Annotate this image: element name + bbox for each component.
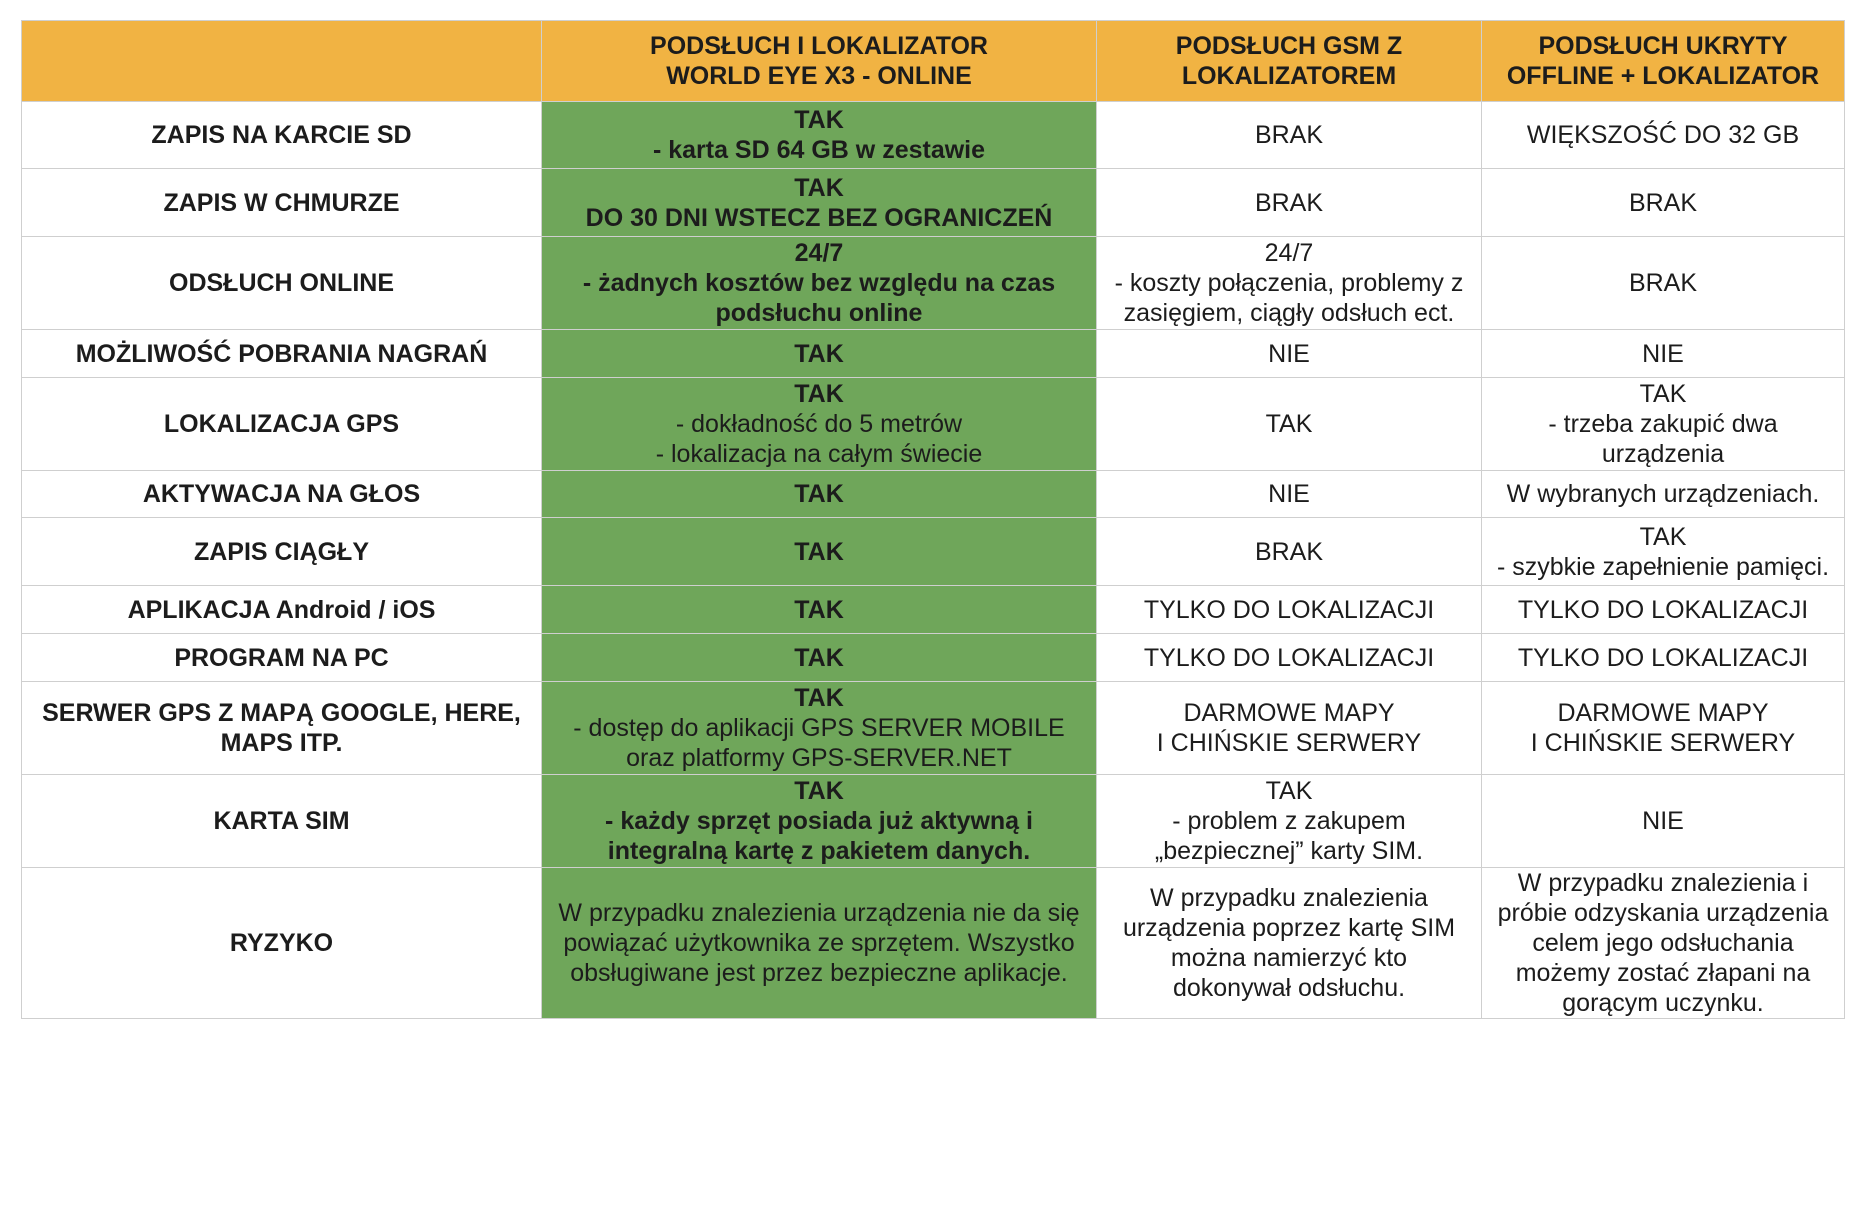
world-eye-x3-cell [542,471,1097,518]
cell-line: PROGRAM NA PC [174,643,389,672]
cell-line: - każdy sprzęt posiada już aktywną i [605,807,1033,835]
header-offline-locator [1482,21,1845,102]
gsm-locator-cell [1097,330,1482,378]
cell-line: „bezpiecznej” karty SIM. [1154,837,1424,865]
feature-label [22,330,542,378]
cell-line: TAK [794,380,844,408]
cell-line: MAPS ITP. [220,729,343,757]
world-eye-x3-cell [542,102,1097,169]
feature-label [22,868,542,1019]
cell-line: OFFLINE + LOKALIZATOR [1506,62,1820,90]
cell-line: TAK [794,173,844,202]
cell-line: TAK [794,480,844,508]
offline-locator-cell [1482,330,1845,378]
gsm-locator-cell [1097,634,1482,682]
cell-line: MOŻLIWOŚĆ POBRANIA NAGRAŃ [75,339,488,368]
cell-line: RYZYKO [229,929,334,957]
world-eye-x3-cell [542,586,1097,634]
cell-line: TAK [794,537,844,566]
cell-line: TAK [794,777,844,805]
cell-line: W przypadku znalezienia i [1517,869,1809,897]
cell-line: ZAPIS NA KARCIE SD [151,121,412,149]
cell-line: BRAK [1628,269,1698,297]
cell-line: SERWER GPS Z MAPĄ GOOGLE, HERE, [42,699,521,727]
offline-locator-cell [1482,102,1845,169]
offline-locator-cell [1482,378,1845,471]
header-row [22,21,1845,102]
offline-locator-cell [1482,237,1845,330]
offline-locator-cell [1482,868,1845,1019]
cell-line: DARMOWE MAPY [1557,699,1769,727]
offline-locator-cell [1482,518,1845,586]
feature-label [22,682,542,775]
cell-line: TYLKO DO LOKALIZACJI [1143,643,1435,672]
cell-line: DARMOWE MAPY [1183,699,1395,727]
cell-line: NIE [1642,807,1684,835]
header-world-eye-x3 [542,21,1097,102]
cell-line: LOKALIZATOREM [1181,62,1397,90]
cell-line: NIE [1642,339,1684,368]
table-row [22,518,1845,586]
cell-line: można namierzyć kto [1170,944,1408,972]
cell-line: - lokalizacja na całym świecie [655,440,983,468]
offline-locator-cell [1482,634,1845,682]
gsm-locator-cell [1097,868,1482,1019]
cell-line: - karta SD 64 GB w zestawie [652,136,986,164]
header-empty-cell [22,21,542,102]
cell-line: W przypadku znalezienia urządzenia nie da się [558,899,1080,927]
offline-locator-cell [1482,586,1845,634]
cell-line: NIE [1268,339,1310,368]
cell-line: KARTA SIM [213,807,350,835]
cell-line: BRAK [1628,188,1698,217]
cell-line: WORLD EYE X3 - ONLINE [666,62,972,90]
cell-line: TAK [794,643,844,672]
cell-line: - żadnych kosztów bez względu na czas [582,269,1056,297]
cell-line: TYLKO DO LOKALIZACJI [1143,595,1435,624]
cell-line: TYLKO DO LOKALIZACJI [1517,595,1809,624]
cell-line: WIĘKSZOŚĆ DO 32 GB [1526,121,1800,149]
cell-line: podsłuchu online [715,299,923,327]
cell-line: TAK [794,339,844,368]
gsm-locator-cell [1097,378,1482,471]
cell-line: - dostęp do aplikacji GPS SERVER MOBILE [573,714,1065,742]
cell-line: zasięgiem, ciągły odsłuch ect. [1123,299,1455,327]
table-row [22,378,1845,471]
table-row [22,634,1845,682]
header-gsm-locator [1097,21,1482,102]
cell-line: ZAPIS W CHMURZE [163,188,400,217]
feature-label [22,102,542,169]
feature-label [22,586,542,634]
cell-line: BRAK [1254,121,1324,149]
cell-line: - trzeba zakupić dwa [1548,410,1778,438]
cell-line: urządzenia poprzez kartę SIM [1122,914,1456,942]
cell-line: PODSŁUCH UKRYTY [1538,32,1788,60]
cell-line: W wybranych urządzeniach. [1506,480,1820,508]
cell-line: TAK [794,595,844,624]
cell-line: AKTYWACJA NA GŁOS [142,480,421,508]
table-row [22,471,1845,518]
cell-line: W przypadku znalezienia [1150,884,1428,912]
table-row [22,868,1845,1019]
cell-line: - dokładność do 5 metrów [675,410,963,438]
feature-label [22,518,542,586]
world-eye-x3-cell [542,237,1097,330]
cell-line: próbie odzyskania urządzenia [1497,899,1829,927]
table-row [22,330,1845,378]
cell-line: ZAPIS CIĄGŁY [193,537,369,566]
gsm-locator-cell [1097,586,1482,634]
cell-line: APLIKACJA Android / iOS [127,595,436,624]
world-eye-x3-cell [542,518,1097,586]
table-row [22,682,1845,775]
cell-line: BRAK [1254,188,1324,217]
cell-line: 24/7 [1264,239,1314,267]
feature-label [22,634,542,682]
cell-line: - szybkie zapełnienie pamięci. [1496,552,1830,581]
feature-label [22,378,542,471]
cell-line: PODSŁUCH GSM Z [1175,32,1403,60]
world-eye-x3-cell [542,634,1097,682]
feature-label [22,169,542,237]
cell-line: DO 30 DNI WSTECZ BEZ OGRANICZEŃ [585,203,1053,232]
feature-label [22,471,542,518]
cell-line: TYLKO DO LOKALIZACJI [1517,643,1809,672]
cell-line: TAK [1639,380,1687,408]
comparison-table [21,20,1845,1019]
cell-line: - problem z zakupem [1172,807,1406,835]
world-eye-x3-cell [542,169,1097,237]
table-row [22,237,1845,330]
feature-label [22,775,542,868]
table-row [22,775,1845,868]
gsm-locator-cell [1097,471,1482,518]
cell-line: I CHIŃSKIE SERWERY [1156,729,1422,757]
world-eye-x3-cell [542,330,1097,378]
gsm-locator-cell [1097,169,1482,237]
table-row [22,102,1845,169]
cell-line: PODSŁUCH I LOKALIZATOR [650,32,988,60]
offline-locator-cell [1482,471,1845,518]
cell-line: TAK [794,106,844,134]
cell-line: urządzenia [1601,440,1725,468]
gsm-locator-cell [1097,102,1482,169]
cell-line: obsługiwane jest przez bezpieczne aplikacje. [570,959,1068,987]
world-eye-x3-cell [542,775,1097,868]
cell-line: I CHIŃSKIE SERWERY [1530,729,1796,757]
cell-line: TAK [794,684,844,712]
cell-line: dokonywał odsłuchu. [1172,974,1406,1002]
cell-line: - koszty połączenia, problemy z [1114,269,1464,297]
table-row [22,586,1845,634]
world-eye-x3-cell [542,868,1097,1019]
cell-line: TAK [1639,522,1687,551]
cell-line: gorącym uczynku. [1562,989,1764,1017]
cell-line: powiązać użytkownika ze sprzętem. Wszystko [563,929,1075,957]
world-eye-x3-cell [542,682,1097,775]
offline-locator-cell [1482,775,1845,868]
gsm-locator-cell [1097,518,1482,586]
cell-line: TAK [1265,410,1313,438]
cell-line: oraz platformy GPS-SERVER.NET [626,744,1012,772]
cell-line: BRAK [1254,537,1324,566]
cell-line: celem jego odsłuchania [1532,929,1794,957]
gsm-locator-cell [1097,775,1482,868]
cell-line: integralną kartę z pakietem danych. [607,837,1031,865]
gsm-locator-cell [1097,682,1482,775]
world-eye-x3-cell [542,378,1097,471]
cell-line: możemy zostać złapani na [1515,959,1811,987]
cell-line: LOKALIZACJA GPS [163,410,400,438]
cell-line: ODSŁUCH ONLINE [169,269,394,297]
table-row [22,169,1845,237]
offline-locator-cell [1482,169,1845,237]
offline-locator-cell [1482,682,1845,775]
feature-label [22,237,542,330]
cell-line: 24/7 [794,239,844,267]
gsm-locator-cell [1097,237,1482,330]
cell-line: NIE [1268,480,1310,508]
cell-line: TAK [1265,777,1313,805]
